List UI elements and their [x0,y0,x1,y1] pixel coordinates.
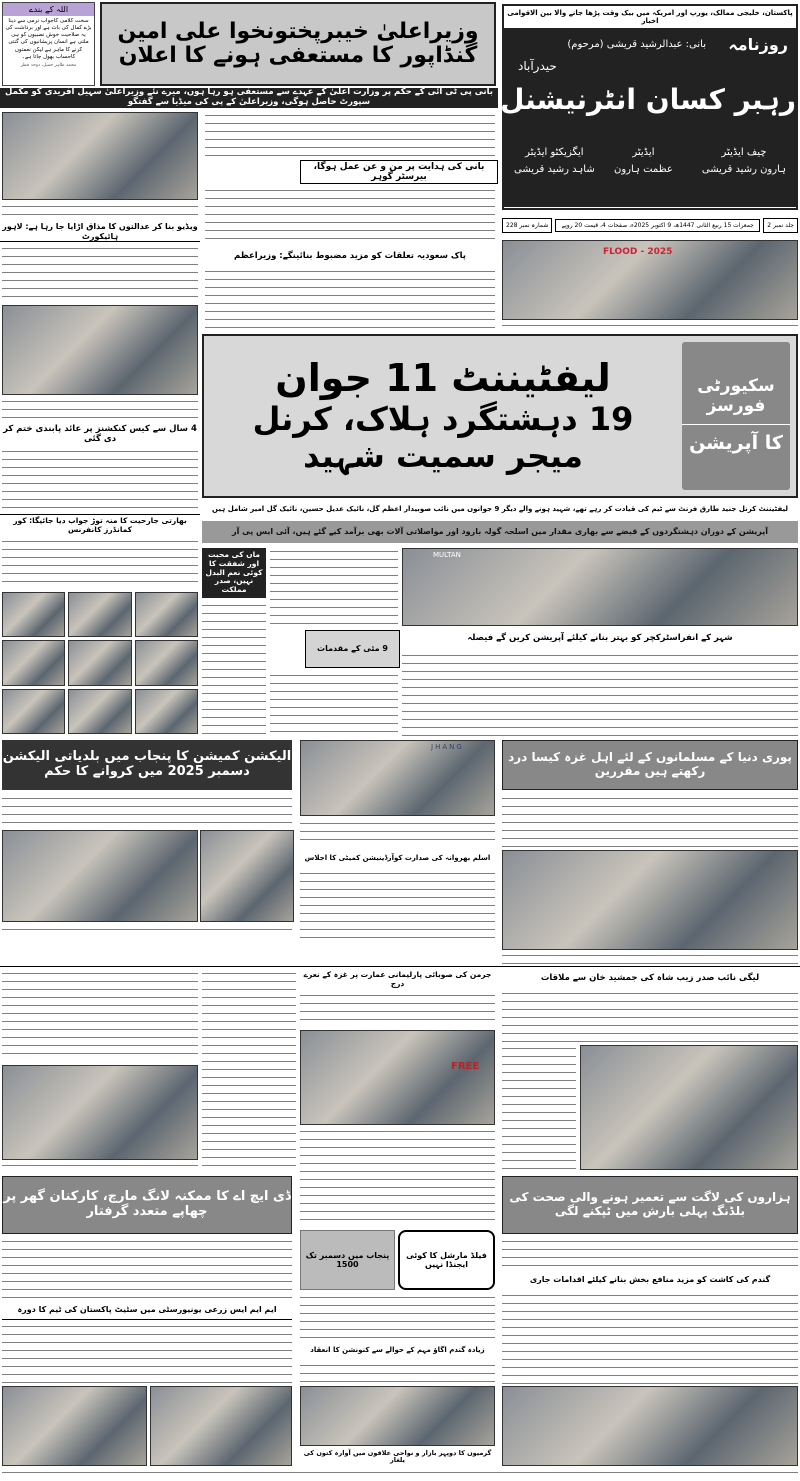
article-text [300,820,495,846]
main-kicker-bottom: کا آپریشن [689,432,783,455]
bottom-headline-3: ایم ایم ایس زرعی یونیورسٹی میں سٹیٹ پاکستان کی ٹیم کا دورہ [2,1300,292,1320]
article-text [300,870,495,940]
masthead-city: حیدرآباد [518,59,557,73]
article-text [2,1162,198,1172]
quote-box [2,2,95,86]
band2-box-2: فیلڈ مارشل کا کوئی ایجنڈا نہیں [398,1230,495,1290]
quote-text: سخت کلامی کاجواب نرمی سے دینا بڑے کمال کی بات ہے اور برداشت کی یہ صلاحیت خوش نصیبوں کو ہی ملتی ہے انسان پریشانیوں کی گنتی کرنے کا ماہر ہے لیکن نعمتوں کاحساب بھول جاتا ہے۔ [5,18,92,60]
main-headline-box [202,334,798,498]
mid-headline-2: پاک سعودیہ تعلقات کو مزید مضبوط بنائینگے: وزیراعظم [234,251,466,262]
band1-left-headline: الیکشن کمیشن کا پنجاب میں بلدیاتی الیکشن دسمبر 2025 میں کروانے کا حکم [2,740,292,790]
article-text [2,1238,292,1298]
article-text [2,926,292,936]
article-text [2,1323,292,1383]
center-headline-2: اسلم بھروانہ کی صدارت کوآرڈینیشن کمیٹی کا اجلاس [304,853,491,862]
jhang-photo [300,740,495,816]
free-label: FREE [451,1061,480,1072]
masthead-daily: روزنامہ [728,35,788,54]
editor-label: ایڈیٹر [632,147,655,158]
left-photo-1 [2,112,198,200]
bottom-headline-1: گندم کی کاشت کو مزید منافع بخش بنانے کیلئے اقدامات جاری [529,1275,771,1285]
soldier-photo [2,689,65,734]
band2-left-headline: ڈی ایچ اے کا ممکنہ لانگ مارچ، کارکنان گھر پر چھاپے متعدد گرفتار [2,1176,292,1234]
bottom-headline-4: گرمیوں کا دوپہر بازار و نواحی علاقوں میں آوارہ کتوں کی یلغار [303,1448,492,1464]
volume: جلد نمبر 2 [763,218,798,233]
divider [0,966,800,967]
band2-box-1: پنجاب میں دسمبر تک 1500 [300,1230,395,1290]
date-line: جمعرات 15 ربیع الثانی 1447ھ، 9 اکتوبر 2025ء، صفحات 4، قیمت 20 روپے [555,219,760,232]
exec-editor-label: ایگزیکٹو ایڈیٹر [525,147,584,158]
main-headline-line2: 19 دہشتگرد ہلاک، کرنل میجر سمیت شہید [252,400,634,475]
issue-number: شمارہ نمبر 228 [502,218,552,233]
right-photo-1 [502,850,798,950]
mid-headline-3: ماں کی محبت اور شفقت کا کوئی نعم البدل نہیں، صدر مملکت [202,548,266,598]
mid-headline-1: بانی کی ہدایت پر من و عن عمل ہوگا، بیرسٹر گوہر [300,160,498,184]
article-text [300,1128,495,1172]
band1-right-headline: پوری دنیا کے مسلمانوں کے لئے اہل غزہ کیسا درد رکھتے ہیں مقررین [502,740,798,790]
exec-editor: شاہد رشید قریشی [514,164,595,175]
soldier-photo [135,640,198,685]
main-headline-line1: لیفٹیننٹ 11 جوان [275,356,611,401]
masthead-name: رہبر کسان انٹرنیشنل [500,83,796,116]
article-text [205,112,495,158]
article-text [300,1176,495,1226]
article-text [502,1238,798,1268]
center-headline-1: شہر کے انفراسٹرکچر کو بہتر بنانے کیلئے آپریشن کریں گے فیصلہ [467,633,733,644]
bottom-photo-2 [150,1386,292,1466]
bottom-photo-4 [502,1386,798,1466]
article-text [300,1362,495,1384]
soldier-photo [135,592,198,637]
article-text [402,652,798,736]
band2-right-headline: ہزاروں کی لاگت سے تعمیر ہونے والی صحت کی بلڈنگ پہلی بارش میں ٹپکنے لگی [502,1176,798,1234]
left-photo-3b [200,830,294,922]
article-text [202,602,266,736]
article-text [2,970,198,1060]
article-text [502,990,798,1042]
center-headline-3: جرمن کی صوبائی پارلیمانی عمارت پر غزہ کے نعرے درج [303,970,492,988]
article-text [270,548,398,626]
chief-editor-label: چیف ایڈیٹر [721,147,767,158]
left-headline-1: ویڈیو بنا کر عدالتوں کا مذاق اڑایا جا رہا ہے: لاہور ہائیکورٹ [0,222,200,242]
article-text [205,187,495,245]
left-headline-3: بھارتی جارحیت کا منہ توڑ جواب دیا جائیگا: کور کمانڈرز کانفرنس [0,514,200,536]
date-bar [502,213,798,237]
jhang-label: JHANG [431,743,464,751]
main-subline: لیفٹیننٹ کرنل جنید طارق فرنٹ سے ٹیم کی قیادت کر رہے تھے، شہید ہونے والے دیگر 9 جوانوں میں نائب صوبیدار اعظم گل، نائیک عدیل حسین، نائیک گل امیر شامل ہیں [212,504,788,513]
flood-photo [502,240,798,320]
multan-photo [402,548,798,626]
caption [2,203,198,219]
article-text [2,1469,798,1479]
left-photo-2 [2,305,198,395]
masthead-founder: بانی: عبدالرشید قریشی (مرحوم) [567,39,706,50]
article-text [2,398,198,422]
article-text [502,795,798,847]
article-text [502,1292,798,1384]
photo-caption [502,322,798,330]
soldier-photo [68,640,131,685]
soldier-photos [2,592,198,734]
soldier-photo [2,640,65,685]
article-text [2,538,198,588]
main-deck: آپریشن کے دوران دہشتگردوں کے قبضے سے بھاری مقدار میں اسلحہ گولہ بارود اور مواصلاتی آلات بھی برآمد کیے گئے ہیں، آئی ایس پی آر [202,521,798,543]
article-text [502,952,798,964]
editor: عظمت ہارون [614,164,673,175]
soldier-photo [68,592,131,637]
masthead-tagline: پاکستان، خلیجی ممالک، یورپ اور امریکہ میں بیک وقت پڑھا جانے والا بین الاقوامی اخبار [504,6,796,29]
masthead [502,4,798,210]
flood-banner: FLOOD - 2025 [603,247,673,257]
multan-label: MULTAN [433,551,461,559]
quote-author: محمد طاہر جمیل، دوحہ قطر [20,62,77,68]
soldier-photo [135,689,198,734]
soldier-photo [68,689,131,734]
article-text [270,672,398,736]
left-photo-3 [2,830,198,922]
right-photo-2 [580,1045,798,1170]
quote-title: اللہ کے بندے [3,3,94,16]
article-text [202,970,296,1170]
center-headline-4: لیگی نائب صدر زیب شاہ کی جمشید خان سے ملاقات [540,973,760,984]
free-palestine-photo [300,1030,495,1125]
article-text [2,448,198,512]
left-photo-4 [2,1065,198,1160]
chief-editor: ہارون رشید قریشی [701,164,786,175]
mid-headline-4: 9 مئی کے مقدمات [305,630,400,668]
main-kicker-top: سکیورٹی فورسز [682,377,790,425]
bottom-headline-2: زیادہ گندم اگاؤ مہم کے حوالے سے کنونشن کا انعقاد [310,1345,485,1354]
article-text [502,1045,576,1170]
article-text [205,268,495,328]
article-text [300,992,495,1026]
soldier-photo [2,592,65,637]
bottom-photo-3 [300,1386,495,1446]
top-headline: وزیراعلیٰ خیبرپختونخوا علی امین گنڈاپور کا مستعفی ہونے کا اعلان [100,2,496,86]
left-headline-2: 4 سال سے کیس کنکشنز پر عائد پابندی ختم کر دی گئی [3,424,197,444]
article-text [2,245,198,301]
top-strapline: بانی پی ٹی آئی کے حکم پر وزارت اعلیٰ کے عہدے سے مستعفی ہو رہا ہوں، میرے نئے وزیراعلیٰ سہیل آفریدی کو مکمل سپورٹ حاصل ہوگی، وزیراعلیٰ کے پی کی میڈیا سے گفتگو [0,88,498,108]
article-text [300,1294,495,1338]
article-text [2,795,292,827]
bottom-photo-1 [2,1386,147,1466]
